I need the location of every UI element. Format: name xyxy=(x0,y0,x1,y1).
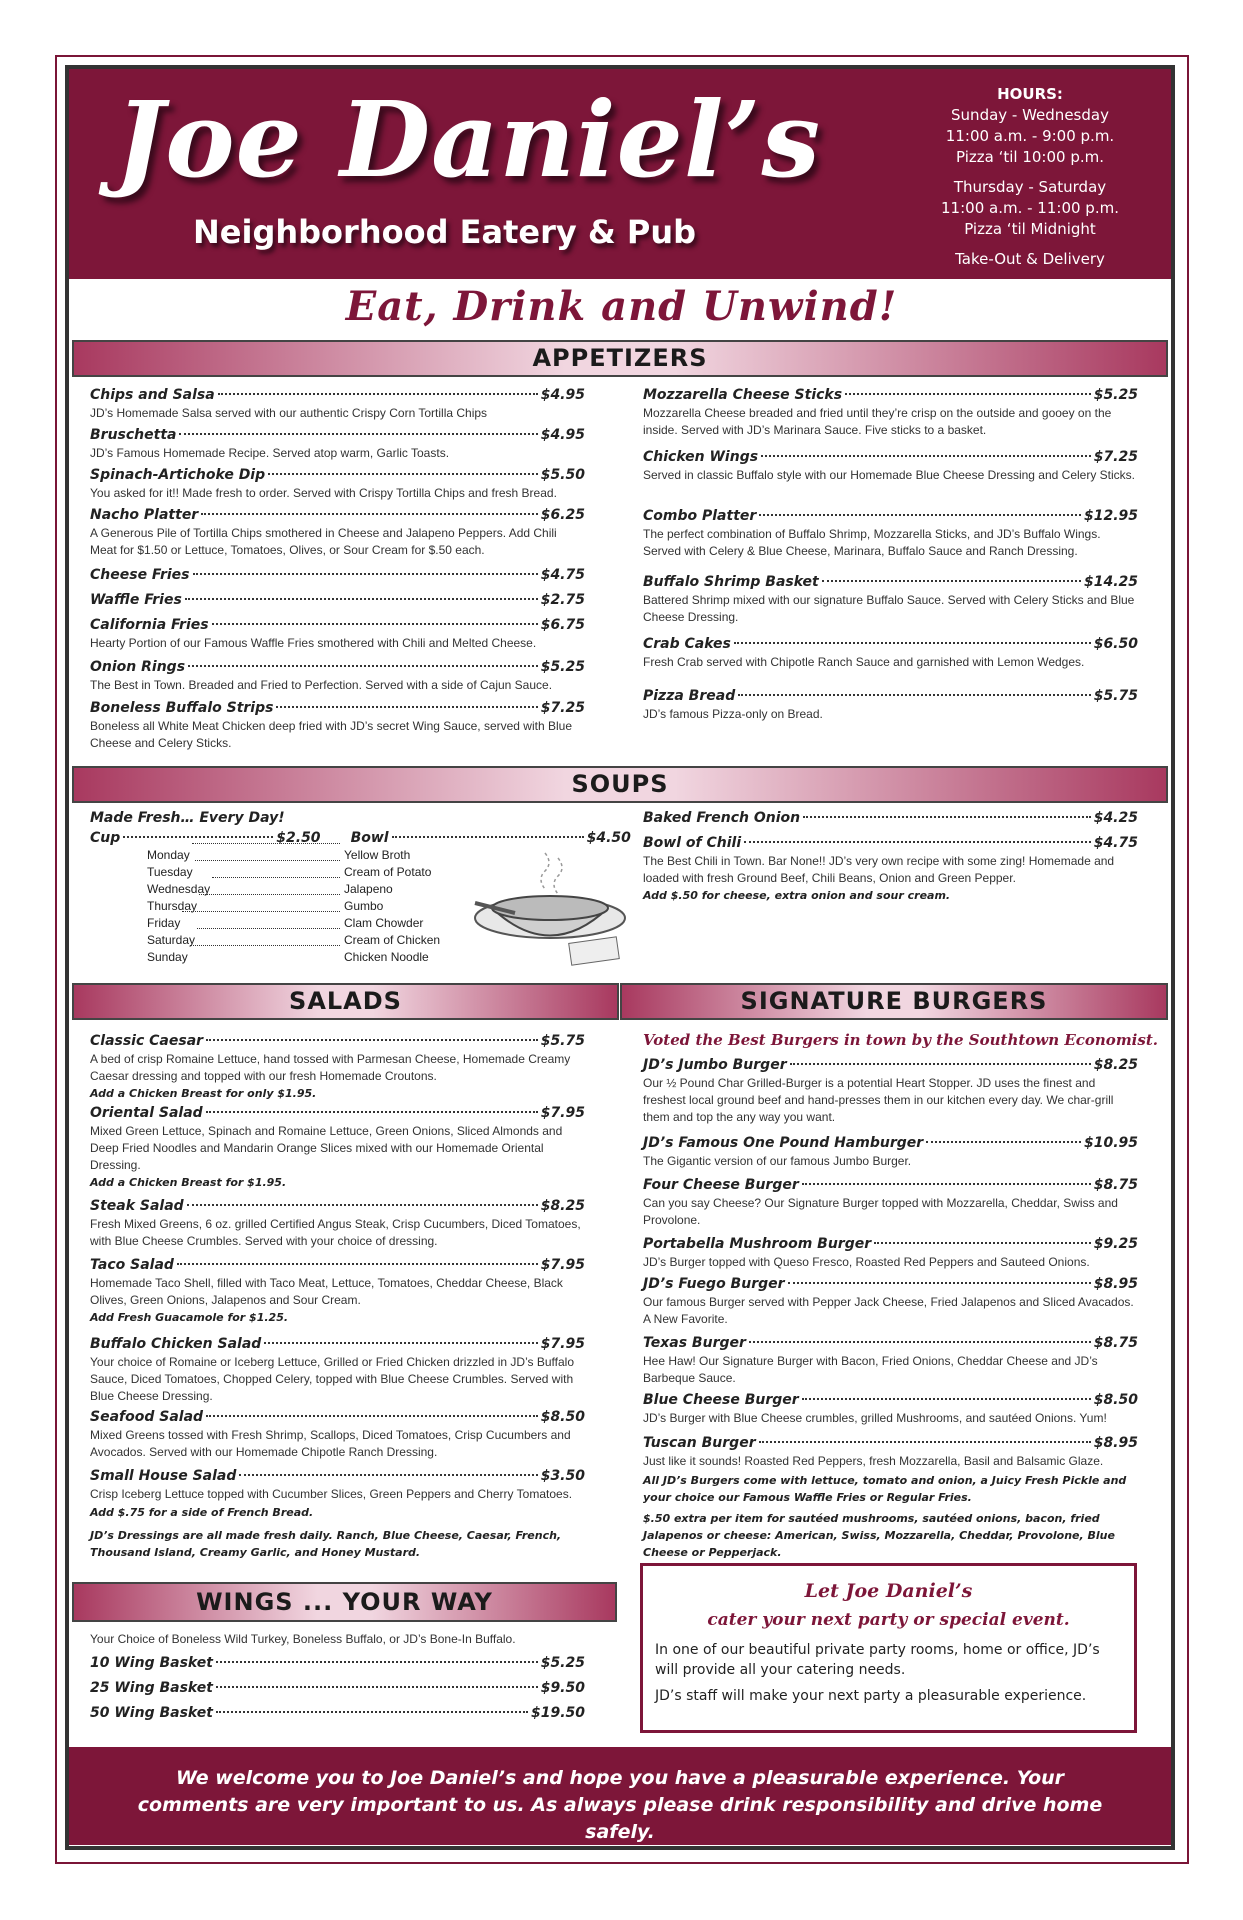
leader-dots xyxy=(195,860,340,861)
item-price: $2.75 xyxy=(540,592,585,608)
item-description: Can you say Cheese? Our Signature Burger topped with Mozzarella, Cheddar, Swiss and Provolone. xyxy=(643,1196,1118,1227)
item-name: Spinach-Artichoke Dip xyxy=(90,467,266,483)
item-description: Mozzarella Cheese breaded and fried until they’re crisp on the outside and gooey on the inside. Served with JD’s Marinara Sauce. Five sticks to a basket. xyxy=(643,406,1112,437)
item-note: Add Fresh Guacamole for $1.25. xyxy=(90,1311,289,1324)
item-name: Chicken Wings xyxy=(643,449,759,465)
item-price: $5.75 xyxy=(1093,688,1138,704)
burgers-heading: SIGNATURE BURGERS xyxy=(620,983,1168,1020)
leader-dots xyxy=(268,473,538,475)
leader-dots xyxy=(845,393,1091,395)
menu-item xyxy=(643,572,1138,626)
leader-dots xyxy=(218,393,538,395)
catering-title-1: Let Joe Daniel’s xyxy=(804,1580,973,1602)
item-name: Boneless Buffalo Strips xyxy=(90,700,274,716)
item-price: $4.75 xyxy=(540,567,585,583)
item-price: $8.50 xyxy=(540,1409,585,1425)
menu-item xyxy=(90,505,585,559)
menu-item xyxy=(643,833,1138,887)
soup-name: Chicken Noodle xyxy=(344,950,429,964)
menu-item xyxy=(643,385,1138,439)
menu-item xyxy=(90,1334,585,1405)
restaurant-subtitle: Neighborhood Eatery & Pub xyxy=(193,213,697,251)
footer-banner xyxy=(69,1747,1171,1845)
soup-addon-note: Add $.50 for cheese, extra onion and sour cream. xyxy=(643,889,951,902)
item-price: $7.25 xyxy=(540,700,585,716)
item-description: Fresh Crab served with Chipotle Ranch Sauce and garnished with Lemon Wedges. xyxy=(643,655,1085,669)
leader-dots xyxy=(177,1263,538,1265)
leader-dots xyxy=(216,1711,528,1713)
item-price: $5.25 xyxy=(540,659,585,675)
item-price: $4.95 xyxy=(540,387,585,403)
soup-bowl-icon xyxy=(470,848,630,968)
menu-item xyxy=(643,1433,1138,1470)
leader-dots xyxy=(216,1686,538,1688)
item-name: Texas Burger xyxy=(643,1335,746,1351)
soups-intro xyxy=(90,808,585,828)
menu-item xyxy=(643,634,1138,671)
item-name: Buffalo Shrimp Basket xyxy=(643,574,819,590)
item-name: Blue Cheese Burger xyxy=(643,1392,799,1408)
soup-day-row xyxy=(147,898,342,915)
catering-text-1: In one of our beautiful private party rooms, home or office, JD’s will provide all your catering needs. xyxy=(655,1642,1100,1678)
menu-item xyxy=(90,1031,585,1102)
soup-day-row xyxy=(147,915,342,932)
soup-day-row xyxy=(147,932,342,949)
item-note: Add a Chicken Breast for only $1.95. xyxy=(90,1087,317,1100)
leader-dots xyxy=(199,894,340,895)
salad-note: JD’s Dressings are all made fresh daily. Ranch, Blue Cheese, Caesar, French, Thousand Island, Creamy Garlic, and Honey Mustard. xyxy=(90,1529,562,1559)
catering-title-2: cater your next party or special event. xyxy=(707,1610,1070,1630)
leader-dots xyxy=(188,665,538,667)
menu-item xyxy=(643,686,1138,723)
item-description: JD’s Burger with Blue Cheese crumbles, grilled Mushrooms, and sautéed Onions. Yum! xyxy=(643,1411,1107,1425)
leader-dots xyxy=(822,580,1081,582)
item-price: $8.25 xyxy=(1093,1057,1138,1073)
bowl-label: Bowl xyxy=(350,830,389,846)
leader-dots xyxy=(185,598,538,600)
leader-dots xyxy=(187,1204,538,1206)
item-note: Add a Chicken Breast for $1.95. xyxy=(90,1176,287,1189)
hours-line: Pizza ‘til Midnight xyxy=(964,220,1096,238)
item-description: Fresh Mixed Greens, 6 oz. grilled Certified Angus Steak, Crisp Cucumbers, Diced Tomatoes, with Blue Cheese Crumbles. Served with your choice of dressing. xyxy=(90,1217,581,1248)
leader-dots xyxy=(212,877,340,878)
wing-item xyxy=(90,1653,585,1673)
leader-dots xyxy=(206,1111,538,1113)
item-description: Our famous Burger served with Pepper Jack Cheese, Fried Jalapenos and Sliced Avacados. A New Favorite. xyxy=(643,1295,1134,1326)
item-price: $9.25 xyxy=(1093,1236,1138,1252)
leader-dots xyxy=(734,642,1091,644)
soup-name: Clam Chowder xyxy=(344,916,424,930)
leader-dots xyxy=(197,928,340,929)
item-description: A bed of crisp Romaine Lettuce, hand tossed with Parmesan Cheese, Homemade Creamy Caesar dressing and topped with our fresh Homemade Croutons. xyxy=(90,1052,571,1083)
item-description: Hee Haw! Our Signature Burger with Bacon, Fried Onions, Cheddar Cheese and JD’s Barbeque Sauce. xyxy=(643,1354,1098,1385)
item-name: Cheese Fries xyxy=(90,567,190,583)
hours-line: 11:00 a.m. - 9:00 p.m. xyxy=(945,127,1115,145)
menu-item xyxy=(643,808,1138,828)
leader-dots xyxy=(206,1415,538,1417)
soup-day-row xyxy=(147,881,342,898)
item-price: $7.95 xyxy=(540,1105,585,1121)
item-name: Waffle Fries xyxy=(90,592,182,608)
soup-name: Cream of Potato xyxy=(344,865,432,879)
item-price: $9.50 xyxy=(540,1680,585,1696)
leader-dots xyxy=(759,1441,1091,1443)
item-description: Served in classic Buffalo style with our Homemade Blue Cheese Dressing and Celery Sticks. xyxy=(643,468,1135,482)
item-description: Your choice of Romaine or Iceberg Lettuce, Grilled or Fried Chicken drizzled in JD’s Buffalo Sauce, Diced Tomatoes, Chopped Celery, topped with Blue Cheese Crumbles. Served with Blue Cheese Dressing. xyxy=(90,1355,575,1403)
leader-dots xyxy=(206,1039,538,1041)
item-price: $3.50 xyxy=(540,1468,585,1484)
item-name: Nacho Platter xyxy=(90,507,199,523)
cup-label: Cup xyxy=(90,830,121,846)
day-name: Sunday xyxy=(147,950,188,964)
menu-item xyxy=(643,1234,1138,1271)
item-price: $8.50 xyxy=(1093,1392,1138,1408)
leader-dots xyxy=(788,1282,1091,1284)
item-price: $12.95 xyxy=(1083,508,1138,524)
item-name: Mozzarella Cheese Sticks xyxy=(643,387,843,403)
item-name: Taco Salad xyxy=(90,1257,174,1273)
leader-dots xyxy=(744,841,1091,843)
footer-text: We welcome you to Joe Daniel’s and hope you have a pleasurable experience. Your comments are very important to us. As always please drink responsibility and drive home safely. xyxy=(137,1767,1103,1843)
hours-line: Take-Out & Delivery xyxy=(955,250,1105,268)
item-description: JD’s famous Pizza-only on Bread. xyxy=(643,707,823,721)
leader-dots xyxy=(276,706,537,708)
hours-line: Pizza ‘til 10:00 p.m. xyxy=(955,148,1104,166)
item-name: Steak Salad xyxy=(90,1198,184,1214)
salad-note: Add $.75 for a side of French Bread. xyxy=(90,1506,314,1519)
menu-item xyxy=(643,447,1138,484)
menu-item xyxy=(90,1103,585,1191)
item-description: The Best in Town. Breaded and Fried to Perfection. Served with a side of Cajun Sauce. xyxy=(90,678,553,692)
leader-dots xyxy=(179,433,537,435)
leader-dots xyxy=(190,945,340,946)
item-price: $8.75 xyxy=(1093,1177,1138,1193)
item-description: JD’s Homemade Salsa served with our authentic Crispy Corn Tortilla Chips xyxy=(90,406,488,420)
hours-line: 11:00 a.m. - 11:00 p.m. xyxy=(941,199,1119,217)
day-name: Friday xyxy=(147,916,181,930)
day-name: Monday xyxy=(147,848,190,862)
salads-heading: SALADS xyxy=(72,983,619,1020)
leader-dots xyxy=(738,694,1090,696)
menu-item xyxy=(90,1466,585,1503)
item-price: $5.25 xyxy=(1093,387,1138,403)
item-price: $6.50 xyxy=(1093,636,1138,652)
hours-title: HOURS: xyxy=(997,85,1063,103)
wing-item xyxy=(90,1703,585,1723)
menu-item xyxy=(643,1274,1138,1328)
item-price: $10.95 xyxy=(1083,1135,1138,1151)
leader-dots xyxy=(874,1242,1091,1244)
hours-block xyxy=(915,84,1145,270)
item-price: $6.75 xyxy=(540,617,585,633)
leader-dots xyxy=(926,1141,1081,1143)
leader-dots xyxy=(749,1341,1091,1343)
item-name: Buffalo Chicken Salad xyxy=(90,1336,262,1352)
tagline: Eat, Drink and Unwind! xyxy=(345,283,898,330)
cup-price: $2.50 xyxy=(276,830,321,846)
item-name: Classic Caesar xyxy=(90,1033,204,1049)
day-name: Saturday xyxy=(147,933,196,947)
soups-heading: SOUPS xyxy=(72,766,1168,803)
menu-item xyxy=(90,1407,585,1461)
burger-note: $.50 extra per item for sautéed mushrooms, sautéed onions, bacon, fried Jalapenos or cheese: American, Swiss, Mozzarella, Cheddar, Provolone, Blue Cheese or Pepperjack. xyxy=(643,1512,1115,1559)
leader-dots xyxy=(193,573,538,575)
item-name: California Fries xyxy=(90,617,209,633)
wings-intro: Your Choice of Boneless Wild Turkey, Boneless Buffalo, or JD’s Bone-In Buffalo. xyxy=(90,1632,516,1646)
item-description: The perfect combination of Buffalo Shrimp, Mozzarella Sticks, and JD’s Buffalo Wings. Served with Celery & Blue Cheese, Marinara, Buffalo Sauce and Ranch Dressing. xyxy=(643,527,1101,558)
menu-item xyxy=(643,1175,1138,1229)
item-description: A Generous Pile of Tortilla Chips smothered in Cheese and Jalapeno Peppers. Add Chili Meat for $1.50 or Lettuce, Tomatoes, Olives, or Sour Cream for $.50 each. xyxy=(90,526,557,557)
item-price: $8.95 xyxy=(1093,1435,1138,1451)
item-description: Just like it sounds! Roasted Red Peppers, fresh Mozzarella, Basil and Balsamic Glaze. xyxy=(643,1454,1104,1468)
item-name: Tuscan Burger xyxy=(643,1435,756,1451)
menu-item xyxy=(643,1133,1138,1170)
item-name: JD’s Jumbo Burger xyxy=(643,1057,787,1073)
item-price: $7.95 xyxy=(540,1257,585,1273)
catering-text-2: JD’s staff will make your next party a pleasurable experience. xyxy=(655,1688,1087,1704)
bowl-price: $4.50 xyxy=(586,830,631,846)
leader-dots xyxy=(216,1661,538,1663)
item-description: The Best Chili in Town. Bar None!! JD’s very own recipe with some zing! Homemade and loaded with fresh Ground Beef, Chili Beans, Onion and Green Pepper. xyxy=(643,854,1115,885)
soup-name: Jalapeno xyxy=(344,882,393,896)
item-name: Bowl of Chili xyxy=(643,835,742,851)
menu-item xyxy=(90,657,585,694)
soup-day-row xyxy=(147,949,342,966)
day-name: Thursday xyxy=(147,899,198,913)
item-description: Homemade Taco Shell, filled with Taco Meat, Lettuce, Tomatoes, Cheddar Cheese, Black Olives, Green Onions, Jalapenos and Sour Cream. xyxy=(90,1276,563,1307)
soup-name: Gumbo xyxy=(344,899,384,913)
menu-item xyxy=(90,1255,585,1326)
item-price: $8.95 xyxy=(1093,1276,1138,1292)
item-name: Crab Cakes xyxy=(643,636,731,652)
leader-dots xyxy=(790,1063,1091,1065)
item-name: JD’s Fuego Burger xyxy=(643,1276,785,1292)
item-name: 25 Wing Basket xyxy=(90,1680,213,1696)
item-name: Combo Platter xyxy=(643,508,757,524)
menu-item xyxy=(643,1390,1138,1427)
menu-item xyxy=(643,1333,1138,1387)
menu-item xyxy=(90,425,585,462)
menu-item xyxy=(90,385,585,422)
item-name: 10 Wing Basket xyxy=(90,1655,213,1671)
menu-item xyxy=(90,1196,585,1250)
burger-note: All JD’s Burgers come with lettuce, tomato and onion, a Juicy Fresh Pickle and your choice our Famous Waffle Fries or Regular Fries. xyxy=(643,1474,1127,1504)
item-price: $4.95 xyxy=(540,427,585,443)
menu-item xyxy=(90,590,585,610)
item-description: Battered Shrimp mixed with our signature Buffalo Sauce. Served with Celery Sticks and Blue Cheese Dressing. xyxy=(643,593,1135,624)
soup-day-row xyxy=(147,847,342,864)
item-name: Oriental Salad xyxy=(90,1105,203,1121)
restaurant-logo: Joe Daniel’s xyxy=(115,78,822,201)
item-description: JD’s Famous Homemade Recipe. Served atop warm, Garlic Toasts. xyxy=(90,446,450,460)
item-name: 50 Wing Basket xyxy=(90,1705,213,1721)
item-description: You asked for it!! Made fresh to order. Served with Crispy Tortilla Chips and fresh Bread. xyxy=(90,486,557,500)
soup-day-row xyxy=(147,864,342,881)
item-description: Our ½ Pound Char Grilled-Burger is a potential Heart Stopper. JD uses the finest and freshest local ground beef and hand-presses them in our kitchen every day. We char-grill them and top the any way you want. xyxy=(643,1076,1114,1124)
item-name: Baked French Onion xyxy=(643,810,801,826)
item-price: $8.75 xyxy=(1093,1335,1138,1351)
leader-dots xyxy=(264,1342,537,1344)
leader-dots xyxy=(201,513,537,515)
item-price: $7.95 xyxy=(540,1336,585,1352)
leader-dots xyxy=(759,514,1081,516)
menu-item xyxy=(643,506,1138,560)
hours-line: Thursday - Saturday xyxy=(953,178,1107,196)
menu-item xyxy=(90,615,585,652)
day-name: Tuesday xyxy=(147,865,193,879)
item-price: $6.25 xyxy=(540,507,585,523)
soups-intro-text: Made Fresh… Every Day! xyxy=(90,810,285,826)
item-description: Mixed Green Lettuce, Spinach and Romaine Lettuce, Green Onions, Sliced Almonds and Deep Fried Noodles and Mandarin Orange Slices mixed with our Homemade Oriental Dressing. xyxy=(90,1124,563,1172)
appetizers-heading: APPETIZERS xyxy=(72,340,1168,377)
menu-item xyxy=(90,565,585,585)
menu-item xyxy=(90,698,585,752)
soup-sizes xyxy=(90,828,631,848)
item-price: $4.25 xyxy=(1093,810,1138,826)
soup-name: Yellow Broth xyxy=(344,848,411,862)
item-price: $14.25 xyxy=(1083,574,1138,590)
item-name: Portabella Mushroom Burger xyxy=(643,1236,872,1252)
hours-line: Sunday - Wednesday xyxy=(951,106,1109,124)
item-name: Seafood Salad xyxy=(90,1409,204,1425)
item-price: $4.75 xyxy=(1093,835,1138,851)
item-name: Small House Salad xyxy=(90,1468,237,1484)
leader-dots xyxy=(192,843,340,844)
day-name: Wednesday xyxy=(147,882,211,896)
leader-dots xyxy=(802,1398,1091,1400)
item-name: Onion Rings xyxy=(90,659,186,675)
item-price: $8.25 xyxy=(540,1198,585,1214)
item-description: Boneless all White Meat Chicken deep fried with JD’s secret Wing Sauce, served with Blue Cheese and Celery Sticks. xyxy=(90,719,572,750)
soup-name: Cream of Chicken xyxy=(344,933,441,947)
item-price: $19.50 xyxy=(530,1705,585,1721)
leader-dots xyxy=(239,1474,537,1476)
item-description: Hearty Portion of our Famous Waffle Fries smothered with Chili and Melted Cheese. xyxy=(90,636,537,650)
menu-item xyxy=(90,465,585,502)
leader-dots xyxy=(802,1183,1091,1185)
burgers-award: Voted the Best Burgers in town by the Southtown Economist. xyxy=(643,1031,1158,1049)
item-description: JD’s Burger topped with Queso Fresco, Roasted Red Peppers and Sauteed Onions. xyxy=(643,1255,1090,1269)
catering-box xyxy=(640,1563,1137,1733)
leader-dots xyxy=(182,911,340,912)
item-price: $5.75 xyxy=(540,1033,585,1049)
item-name: Four Cheese Burger xyxy=(643,1177,799,1193)
item-name: Pizza Bread xyxy=(643,688,736,704)
item-description: Crisp Iceberg Lettuce topped with Cucumber Slices, Green Peppers and Cherry Tomatoes. xyxy=(90,1487,573,1501)
menu-item xyxy=(643,1055,1138,1126)
item-name: Bruschetta xyxy=(90,427,177,443)
wings-heading: WINGS ... YOUR WAY xyxy=(72,1582,617,1622)
item-price: $5.25 xyxy=(540,1655,585,1671)
leader-dots xyxy=(803,816,1091,818)
item-name: JD’s Famous One Pound Hamburger xyxy=(643,1135,924,1151)
item-price: $7.25 xyxy=(1093,449,1138,465)
leader-dots xyxy=(212,623,538,625)
item-description: Mixed Greens tossed with Fresh Shrimp, Scallops, Diced Tomatoes, Crisp Cucumbers and Avocados. Served with our Homemade Chipotle Ranch Dressing. xyxy=(90,1428,571,1459)
wing-item xyxy=(90,1678,585,1698)
item-price: $5.50 xyxy=(540,467,585,483)
item-name: Chips and Salsa xyxy=(90,387,215,403)
item-description: The Gigantic version of our famous Jumbo Burger. xyxy=(643,1154,912,1168)
leader-dots xyxy=(761,455,1091,457)
